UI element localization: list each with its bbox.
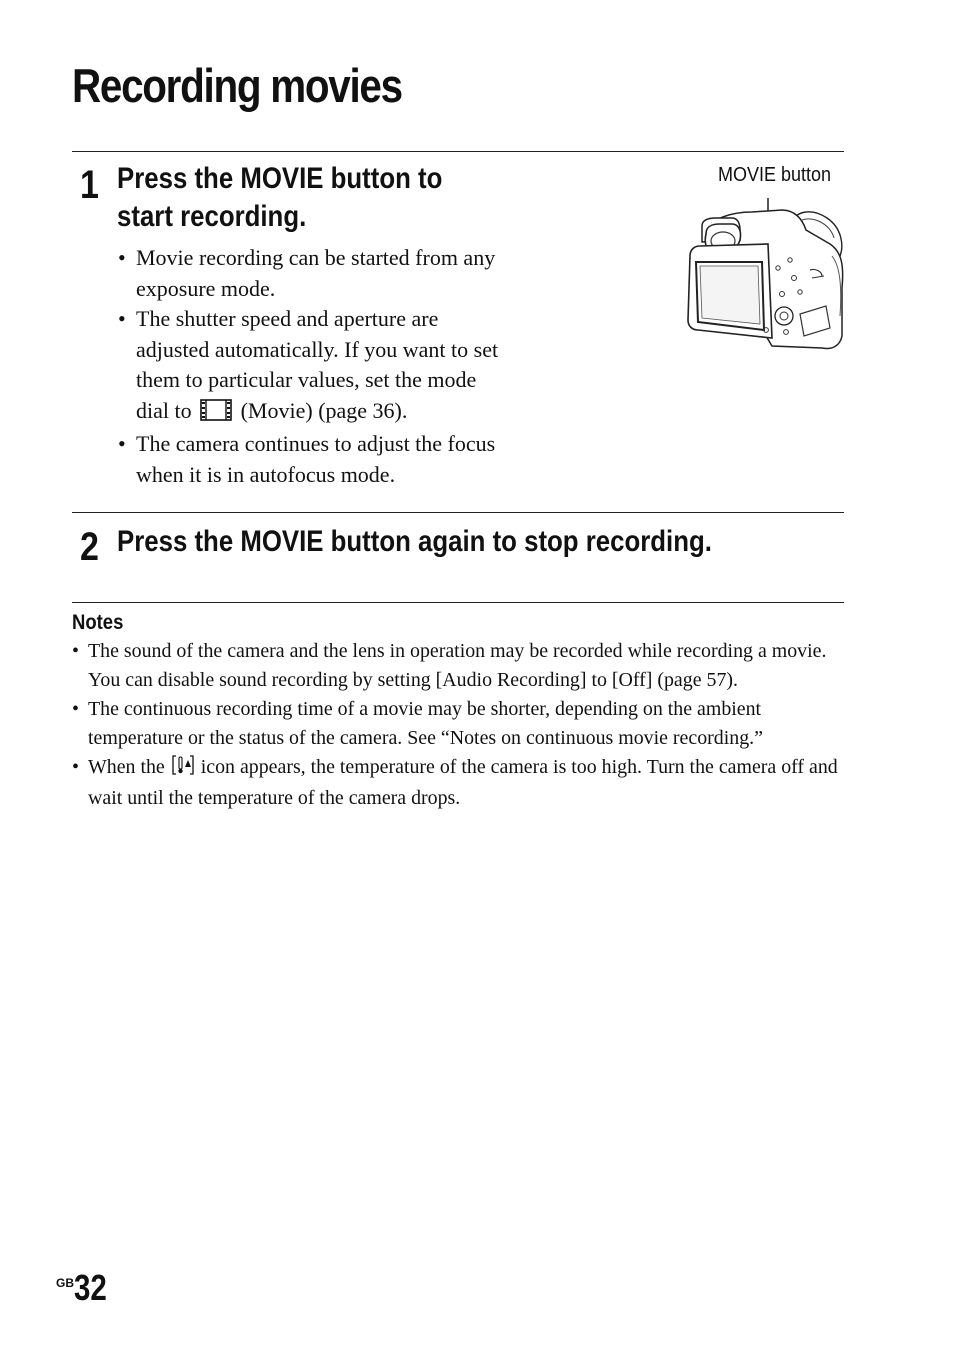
bullet-text-tail: (Movie) (page 36). [235,397,408,423]
movie-button-label: MOVIE button [718,164,832,186]
note-text-tail: icon appears, the temperature of the camera is too high. Turn the camera off and wait until the temperature of the camera drops. [88,756,838,809]
note-text: The sound of the camera and the lens in operation may be recorded while recording a movie. You can disable sound recording by setting [Audio Recording] to [Off] (page 57). [88,640,827,691]
list-item [117,304,502,429]
bullet-text: The camera continues to adjust the focus when it is in autofocus mode. [136,431,496,487]
movie-film-icon [200,399,232,430]
list-item [117,429,502,490]
step-1-bullets [117,243,502,490]
list-item [72,753,847,813]
page-number-prefix: GB [56,1276,74,1290]
step-1-number: 1 [80,163,99,207]
list-item [72,637,847,695]
page-number: 32 [74,1267,107,1308]
section-divider [72,512,844,513]
list-item [72,695,847,753]
step-1-heading-line-1: Press the MOVIE button to [117,162,443,195]
camera-back-illustration [682,196,847,354]
step-2-number: 2 [80,525,99,569]
note-text: The continuous recording time of a movie may be shorter, depending on the ambient temperature or the status of the camera. See “Notes on continuous movie recording.” [88,698,763,749]
notes-title: Notes [72,611,124,634]
bullet-text: The shutter speed and aperture are adjusted automatically. If you want to set them to particular values, set the mode dial to [136,306,499,423]
step-1-heading [117,160,442,236]
temperature-warning-icon [172,755,194,784]
section-divider [72,602,844,603]
page-title: Recording movies [72,59,402,112]
notes-list [72,637,847,813]
step-2-heading: Press the MOVIE button again to stop recording. [117,525,712,558]
section-divider [72,151,844,152]
list-item [117,243,502,304]
note-text: When the [88,756,170,778]
step-1-heading-line-2: start recording. [117,200,307,233]
bullet-text: Movie recording can be started from any exposure mode. [136,245,496,301]
